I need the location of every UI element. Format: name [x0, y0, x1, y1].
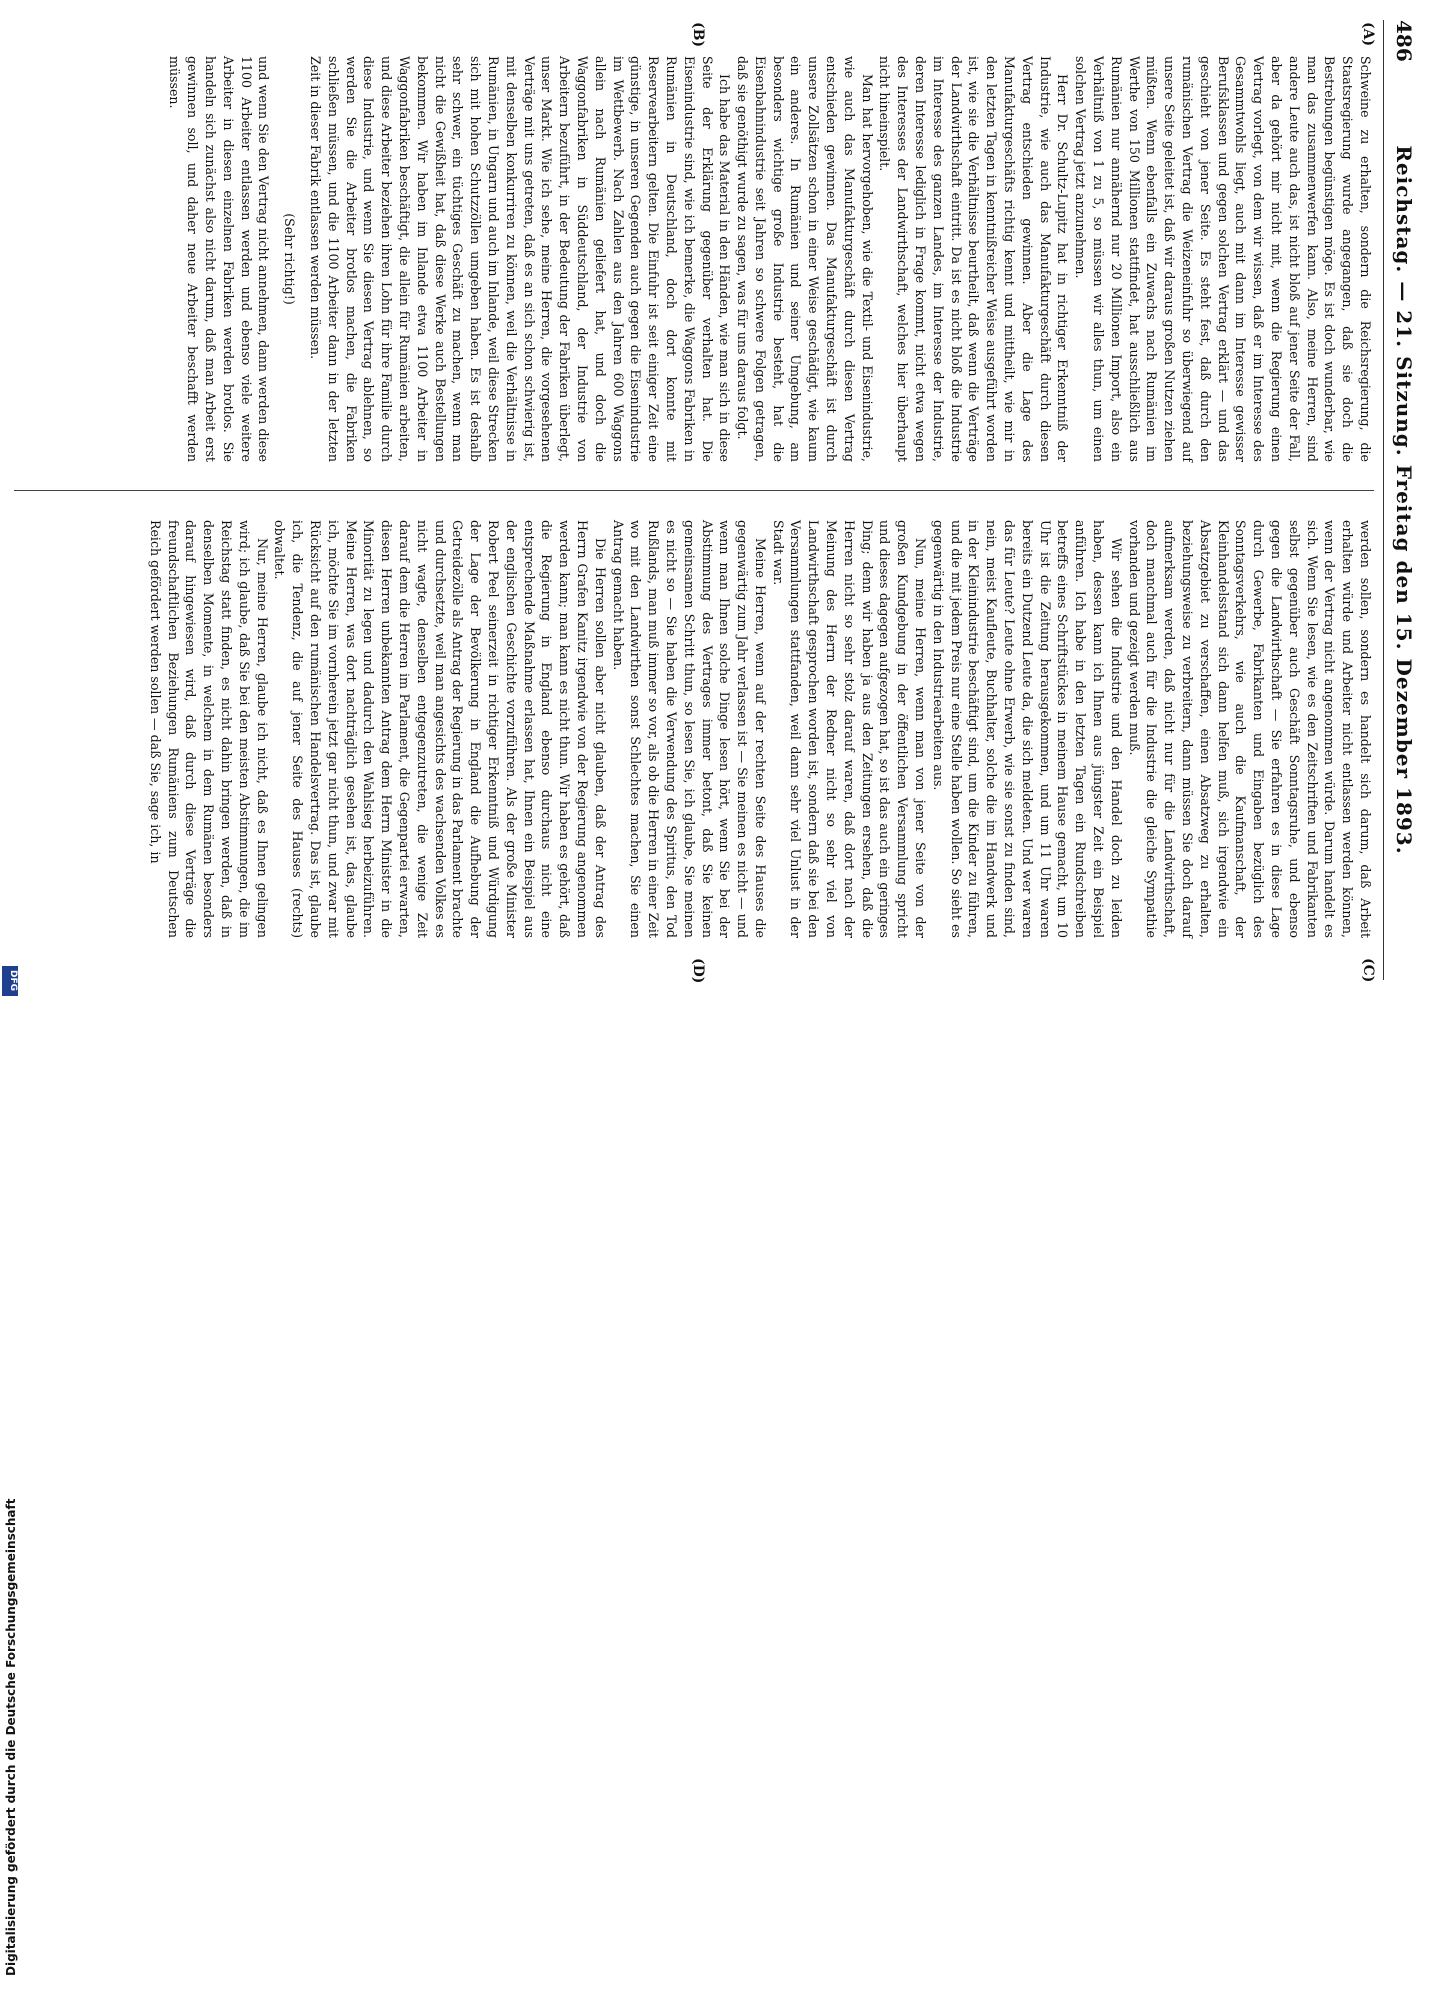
page-number: 486 [1392, 20, 1416, 62]
paragraph: Schweine zu erhalten, sondern die Reichsregierung, die Staatsregierung wurde angegangen, daß sie doch die Bestrebungen begünstigen möge. Es ist doch wunderbar, wie man das zusammenwerfen kann. Also, meine Herren, sind andere Leute auch das, ist nicht bloß auf jener Seite der Fall, aber da gehört mir nicht mit, wenn die Regierung einen Vertrag vorlegt, von dem wir wissen, daß er im Interesse des Gesammtwohls liegt, auch mit dann im Interesse gewisser Berufsklassen und gegen solchen Vertrag erklärt — und das geschieht von jener Seite. Es steht fest, daß durch den rumänischen Vertrag die Weizeneinfuhr so überwiegend auf unsere Seite geleitet ist, daß wir daraus großen Nutzen ziehen müßten. Wenn ebenfalls ein Zuwachs nach Rumänien im Werthe von 150 Millionen stattfindet, hat ausschließlich aus Rumänien nur annähernd nur 20 Millionen Import, also ein Verhältniß von 1 zu 5, so müssen wir alles thun, um einen solchen Vertrag jetzt anzunehmen. [1073, 56, 1373, 462]
margin-marker-d: (D) [690, 958, 706, 984]
paragraph: Die Herren sollen aber nicht glauben, daß der Antrag des Herrn Grafen Kanitz irgendwie von der Regierung angenommen werden kann; man kann es nicht thun. Wir haben es gehört, daß die Regierung in England ebenso durchaus nicht eine entsprechende Maßnahme erlassen hat, Ihnen ein Beispiel aus der englischen Geschichte vorzuführen. Als der große Minister Robert Peel seinerzeit in richtiger Erkenntniß und Würdigung der Lage der Bevölkerung in England die Aufhebung der Getreidezölle als Antrag der Regierung in das Parlament brachte und durchsetzte, weil man angesichts des wachsenden Volkes es nicht wagte, denselben entgegenzutreten, die wenige Zeit darauf dem die Herren im Parlament, die Gegenpartei erwarten, diesen Herren unbekannten Antrag dem Herrn Minister in die Minorität zu legen und dadurch den Wahlsieg herbeizuführen. Meine Herren, was dort nachträglich gesehen ist, das, glaube ich, möchte Sie im vornherein jetzt gar nicht thun, und zwar mit Rücksicht auf den rumänischen Handelsvertrag. Das ist, glaube ich, die Tendenz, die auf jener Seite des Hauses (rechts) obwaltet. [272, 520, 608, 938]
paragraph: Ich habe das Material in den Händen, wie man sich in diese Seite der Erklärung gegenüber verhalten hat. Die Eisenindustrie sind, wie ich bemerke, die Waggons Fabriken in Rumänien in Deutschland, doch dort konnte mit Reservearbeitern gelten. Die Einfuhr ist seit einiger Zeit eine günstige, in unseren Gegenden auch gegen die Eisenindustrie im Wettbewerb. Nach Zahlen aus den Jahren 600 Waggons allein nach Rumänien geliefert hat, und doch die Waggonfabriken in Süddeutschland, der Industrie von Arbeitern bezuführt, in der Bedeutung der Fabriken überlegt, unser Markt. Wie ich sehe, meine Herren, die vorgesehenen Verträge mit uns getreten, daß es an sich schon schwierig ist, mit denselben konkurriren zu können, weil die Verhältnisse in Rumänien, in Ungarn und auch im Inlande, weil diese Strecken sich mit hohen Schutzzöllen umgeben haben. Es ist deshalb sehr schwer, ein tüchtiges Geschäft zu machen, wenn man nicht die Gewißheit hat, daß diese Werke auch Bestellungen bekommen. Wir haben im Inlande etwa 1100 Arbeiter in Waggonfabriken beschäftigt, die allein für Rumänien arbeiten, und diese Arbeiter beziehen ihren Lohn für ihre Familie durch diese Industrie, und wenn Sie diesen Vertrag ablehnen, so werden Sie die Arbeiter brotlos machen, die Fabriken schließen müssen, und die 1100 Arbeiter dann in der letzten Zeit in dieser Fabrik entlassen werden müssen. [307, 56, 733, 462]
paragraph: Meine Herren, wenn auf der rechten Seite des Hauses die gegenwärtig zum Jahr verlassen ist — Sie meinen es nicht — und wenn man Ihnen solche Dinge lesen hört, wenn Sie bei der Abstimmung des Vertrages immer betont, daß Sie keinen gemeinsamen Schritt thun, so lesen Sie, ich glaube, Sie meinen es nicht so — Sie haben die Verwendung des Spiritus, den Tod Rußlands, man muß immer so vor, als ob die Herren in einer Zeit wo mit den Landwirthen sonst Schlechtes machen, Sie einen Antrag gemacht haben. [610, 520, 768, 938]
right-column [14, 520, 1374, 938]
left-column [14, 56, 1374, 462]
paragraph: werden sollen, sondern es handelt sich darum, daß Arbeit erhalten würde und Arbeiter nicht entlassen werden können, wenn der Vertrag nicht angenommen würde. Darum handelt es sich. Wenn Sie lesen, wie es den Zeitschriften und Fabrikanten selbst gegenüber auch Geschäft Sonntagsruhe, und ebenso gegen die Landwirthschaft — Sie erfahren es in diese Lage durch Gewerbe, Fabrikanten und Eingaben bezüglich des Sonntagsverkehrs, wie auch die Kaufmanschaft, der Kleinhandelsstand sich dann helfen muß, sich irgendwie ein Absatzgebiet zu verschaffen, einen Absatzweg zu erhalten, beziehungsweise zu verbreitern, dann müssen Sie doch darauf aufmerksam werden, daß nicht nur für die Landwirthschaft, doch manchmal auch für die Industrie die gleiche Sympathie vorhanden und gezeigt werden muß. [1126, 520, 1373, 938]
paragraph: Nun, meine Herren, wenn man von jener Seite von der großen Kundgebung in der öffentlichen Versammlung spricht und dieses dagegen aufgezogen hat, so ist das auch ein geringes Ding; denn wir haben ja aus den Zeitungen ersehen, daß die Herren nicht so sehr stolz darauf waren, daß dort nach der Meinung des Herrn der Redner nicht so sehr viel von Landwirthschaft gesprochen worden ist, sondern daß sie bei den Versammlungen stattfanden, weil dann sehr viel Unlust in der Stadt war. [770, 520, 929, 938]
paragraph: Man hat hervorgehoben, wie die Textil- und Eisenindustrie, wie auch das Manufakturgeschäft durch diesen Vertrag entschieden gewinnen. Das Manufakturgeschäft ist durch unsere Zollsätzen schon in einer Weise geschädigt, wie kaum ein anderes. In Rumänien und seiner Umgebung, am besonders wichtige große Industrie besteht, hat die Eisenbahnindustrie seit Jahren so schwere Folgen getragen, daß sie genöthigt wurde zu sagen, was für uns daraus folgt. [735, 56, 875, 462]
paragraph: Nur, meine Herren, glaube ich nicht, daß es Ihnen gelingen wird; ich glaube, daß Sie bei den meisten Abstimmungen, die im Reichstag statt finden, es nicht dahin bringen werden, daß in denselben Momente, in welchem in dem Rumänen besonders darauf hingewiesen wird, daß durch diese Verträge die freundschaftlichen Beziehungen Rumäniens zum Deutschen Reich gefördert werden sollen — daß Sie, sage ich, in [147, 520, 270, 938]
paragraph: und wenn Sie den Vertrag nicht annehmen, dann werden diese 1100 Arbeiter entlassen werden und ebenso viele weitere Arbeiter in diesen einzelnen Fabriken werden brotlos. Sie handeln sich zunächst also nicht darum, daß man Arbeit erst gewinnen soll, und daher neue Arbeiter beschafft werden müssen. [167, 56, 272, 462]
margin-marker-a: (A) [1360, 22, 1376, 47]
page-header [1383, 20, 1418, 980]
interjection: (Sehr richtig!) [282, 213, 298, 305]
paragraph: Wir sehen die Industrie und den Handel doch zu leiden haben, dessen kann ich Ihnen aus jüngster Zeit ein Beispiel anführen. Ich habe in den letzten Tagen ein Rundschreiben betreffs eines Schriftstückes in meinem Hause gemacht, um 10 Uhr ist die Zeitung herausgekommen, und um 11 Uhr waren bereits ein Dutzend Leute da, die sich meldeten. Und wer waren das für Leute? Leute ohne Erwerb, wie sie sonst zu finden sind, nein, meist Kaufleute, Buchhalter, solche die im Handwerk und in der Kleinindustrie beschäftigt sind, um die Kinder zu führen, und die mit jedem Preis nur eine Stelle haben wollen. So sieht es gegenwärtig in den Industriearbeiten aus. [930, 520, 1124, 938]
funding-note [4, 1000, 20, 2000]
funding-note-text: Digitalisierung gefördert durch die Deutsche Forschungsgemeinschaft [4, 1498, 18, 1976]
margin-marker-c: (C) [1360, 958, 1376, 983]
dfg-logo: DFG [2, 966, 18, 996]
margin-marker-b: (B) [690, 22, 706, 48]
running-title: Reichstag. — 21. Sitzung. Freitag den 15. Dezember 1893. [1392, 145, 1416, 855]
paragraph: Herr Dr. Schultz-Lupitz hat in richtiger Erkenntniß der Industrie, wie auch das Manufakturgeschäft durch diesen Vertrag entschieden gewinnen. Aber die Lage des Manufakturgeschäfts richtig kennt und mittheilt, wie mir in den letzten Tagen in kenntnißreicher Weise ausgeführt worden ist, wie sie die Verhältnisse beurtheilt, daß wenn die Verträge der Landwirthschaft eintritt. Da ist es nicht bloß die Industrie im Interesse des ganzen Landes, im Interesse der Industrie, deren Interesse lediglich in Frage kommt, nicht etwa wegen des Interesses der Landwirthschaft, welches hier überhaupt nicht hineinspielt. [877, 56, 1071, 462]
column-divider [14, 490, 1374, 491]
